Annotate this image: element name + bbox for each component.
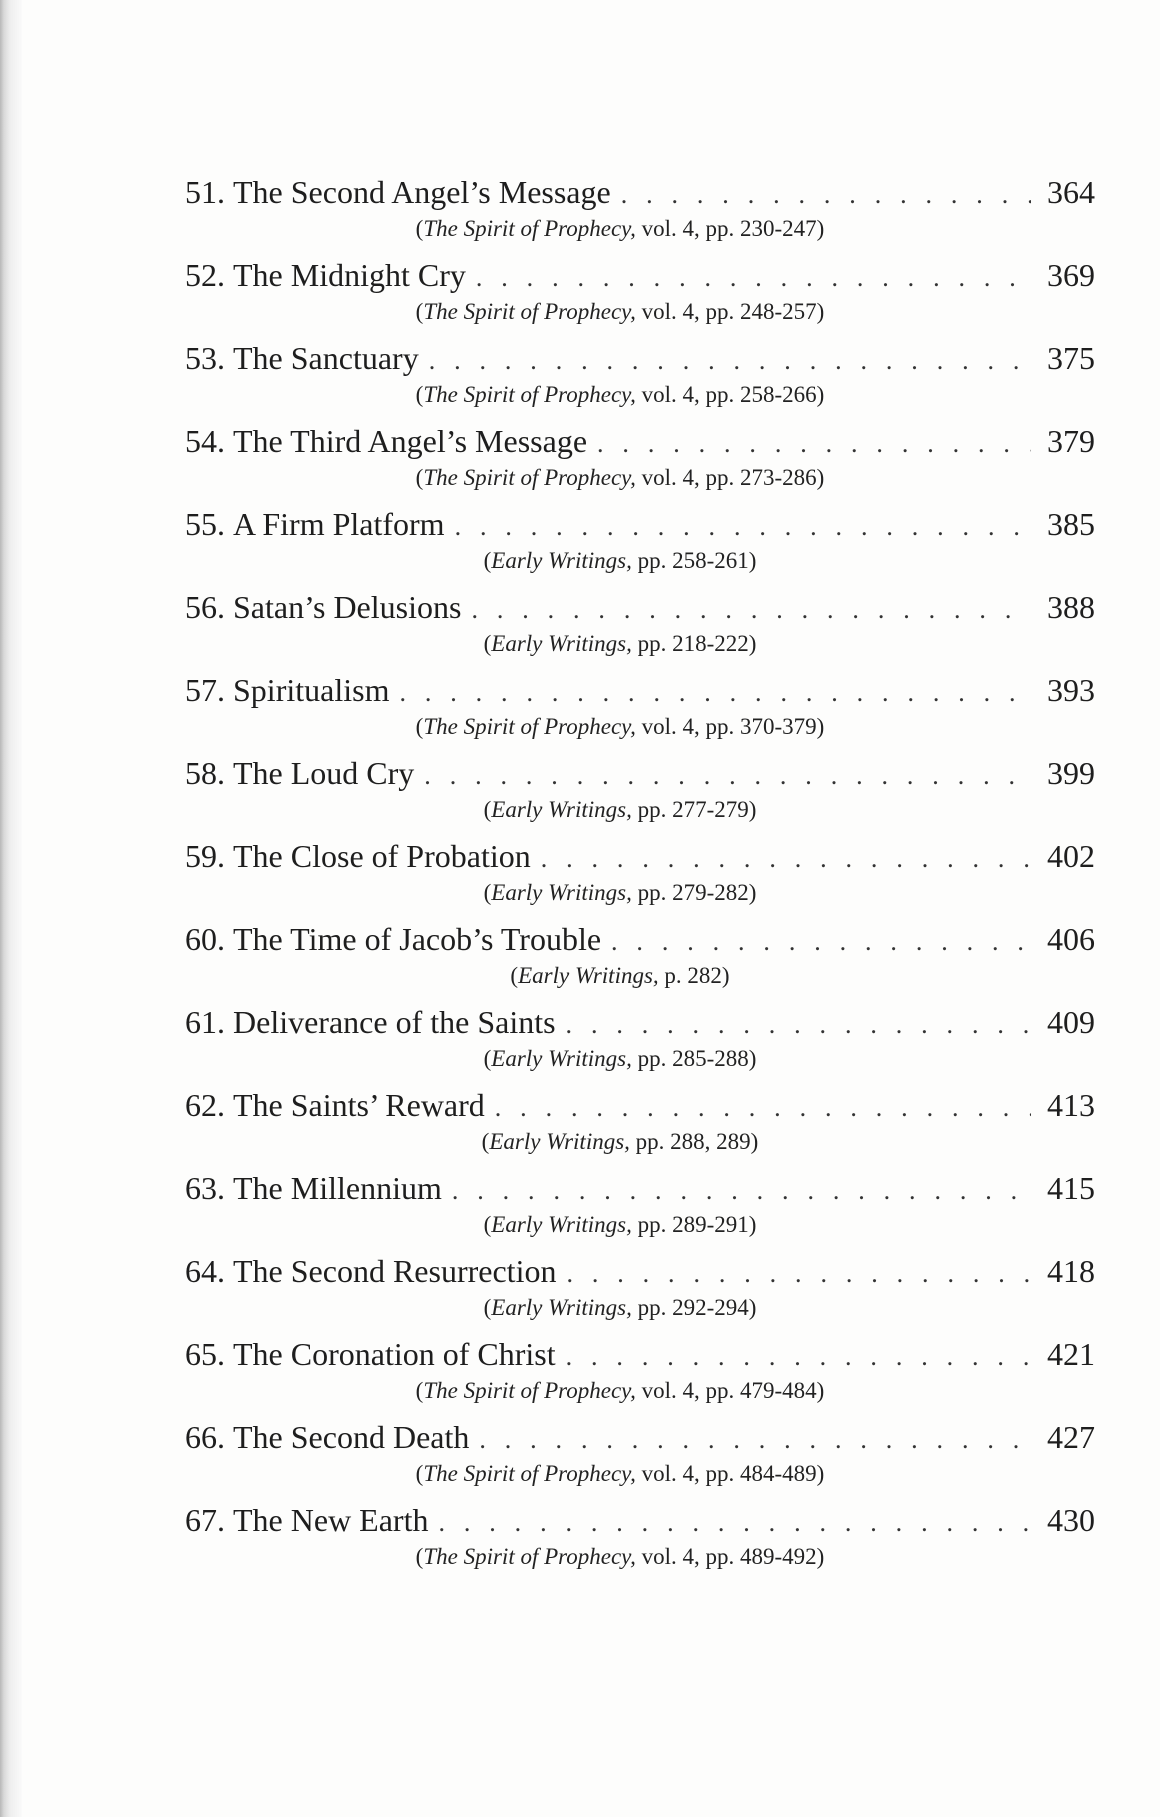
chapter-number: 67.: [185, 1502, 225, 1538]
source-reference: vol. 4, pp. 273-286): [635, 465, 825, 490]
dot-leader: [471, 588, 1031, 632]
dot-leader: [566, 1335, 1031, 1379]
source-open-paren: (: [415, 714, 424, 739]
source-work-title: The Spirit of Prophecy,: [423, 216, 636, 241]
chapter-title: The Time of Jacob’s Trouble: [233, 921, 602, 957]
toc-entry: [185, 1083, 1095, 1166]
chapter-number: 52.: [185, 257, 225, 293]
page-number: 413: [1047, 1087, 1095, 1123]
toc-entry-line[interactable]: [185, 336, 1095, 380]
source-reference: pp. 277-279): [631, 797, 757, 822]
toc-entry-line[interactable]: [185, 502, 1095, 546]
dot-leader: [429, 339, 1031, 383]
dot-leader: [455, 505, 1031, 549]
page-number: 369: [1047, 257, 1095, 293]
source-open-paren: (: [415, 382, 424, 407]
source-work-title: The Spirit of Prophecy,: [423, 1378, 636, 1403]
source-open-paren: (: [483, 1046, 492, 1071]
source-open-paren: (: [483, 880, 492, 905]
source-open-paren: (: [483, 631, 492, 656]
chapter-source: [185, 1542, 1095, 1572]
toc-entry: [185, 1415, 1095, 1498]
dot-leader: [452, 1169, 1031, 1213]
page-number: 379: [1047, 423, 1095, 459]
toc-entry-line[interactable]: [185, 170, 1095, 214]
chapter-title: The Second Angel’s Message: [233, 174, 611, 210]
chapter-source: [185, 463, 1095, 493]
toc-entry: [185, 1249, 1095, 1332]
source-work-title: Early Writings,: [491, 797, 632, 822]
page-number: 427: [1047, 1419, 1095, 1455]
chapter-source: [185, 795, 1095, 825]
chapter-source: [185, 1044, 1095, 1074]
toc-entry-line[interactable]: [185, 1415, 1095, 1459]
source-open-paren: (: [415, 1544, 424, 1569]
dot-leader: [611, 920, 1031, 964]
source-work-title: Early Writings,: [489, 1129, 630, 1154]
toc-entry: [185, 668, 1095, 751]
toc-entry: [185, 751, 1095, 834]
chapter-number: 58.: [185, 755, 225, 791]
toc-entry: [185, 170, 1095, 253]
dot-leader: [541, 837, 1031, 881]
page-number: 409: [1047, 1004, 1095, 1040]
chapter-number: 53.: [185, 340, 225, 376]
toc-entry: [185, 419, 1095, 502]
source-open-paren: (: [415, 299, 424, 324]
toc-entry: [185, 253, 1095, 336]
chapter-number: 62.: [185, 1087, 225, 1123]
source-open-paren: (: [415, 1378, 424, 1403]
chapter-title: The Second Resurrection: [233, 1253, 557, 1289]
source-work-title: Early Writings,: [491, 1295, 632, 1320]
page-number: 364: [1047, 174, 1095, 210]
chapter-title: The Saints’ Reward: [233, 1087, 485, 1123]
source-work-title: The Spirit of Prophecy,: [423, 1461, 636, 1486]
chapter-title: The Loud Cry: [233, 755, 415, 791]
chapter-number: 55.: [185, 506, 225, 542]
source-work-title: Early Writings,: [491, 1046, 632, 1071]
chapter-source: [185, 546, 1095, 576]
chapter-source: [185, 1376, 1095, 1406]
chapter-source: [185, 297, 1095, 327]
chapter-title: The Millennium: [233, 1170, 442, 1206]
source-reference: pp. 292-294): [631, 1295, 757, 1320]
source-open-paren: (: [483, 1295, 492, 1320]
toc-entry-line[interactable]: [185, 1000, 1095, 1044]
source-work-title: The Spirit of Prophecy,: [423, 382, 636, 407]
chapter-title: The Close of Probation: [233, 838, 531, 874]
source-work-title: The Spirit of Prophecy,: [423, 1544, 636, 1569]
table-of-contents: [185, 170, 1095, 1581]
toc-entry-line[interactable]: [185, 1166, 1095, 1210]
source-open-paren: (: [415, 465, 424, 490]
source-open-paren: (: [415, 216, 424, 241]
chapter-number: 56.: [185, 589, 225, 625]
toc-entry-line[interactable]: [185, 668, 1095, 712]
source-open-paren: (: [483, 797, 492, 822]
toc-entry: [185, 585, 1095, 668]
source-reference: vol. 4, pp. 370-379): [635, 714, 825, 739]
dot-leader: [438, 1501, 1031, 1545]
chapter-source: [185, 961, 1095, 991]
chapter-title: A Firm Platform: [233, 506, 445, 542]
page-number: 399: [1047, 755, 1095, 791]
chapter-number: 60.: [185, 921, 225, 957]
source-open-paren: (: [481, 1129, 490, 1154]
dot-leader: [566, 1252, 1031, 1296]
toc-entry: [185, 917, 1095, 1000]
source-reference: vol. 4, pp. 248-257): [635, 299, 825, 324]
chapter-number: 51.: [185, 174, 225, 210]
chapter-source: [185, 1459, 1095, 1489]
page-number: 430: [1047, 1502, 1095, 1538]
chapter-number: 54.: [185, 423, 225, 459]
toc-entry-line[interactable]: [185, 585, 1095, 629]
dot-leader: [597, 422, 1031, 466]
source-reference: pp. 279-282): [631, 880, 757, 905]
page-number: 421: [1047, 1336, 1095, 1372]
chapter-title: Satan’s Delusions: [233, 589, 462, 625]
source-reference: vol. 4, pp. 489-492): [635, 1544, 825, 1569]
source-work-title: Early Writings,: [491, 548, 632, 573]
toc-entry-line[interactable]: [185, 1498, 1095, 1542]
chapter-title: The Second Death: [233, 1419, 470, 1455]
toc-entry-line[interactable]: [185, 917, 1095, 961]
page-binding-edge: [0, 0, 22, 1817]
toc-entry-line[interactable]: [185, 834, 1095, 878]
chapter-number: 61.: [185, 1004, 225, 1040]
chapter-source: [185, 1210, 1095, 1240]
toc-entry-line[interactable]: [185, 1083, 1095, 1127]
page-number: 375: [1047, 340, 1095, 376]
toc-entry-line[interactable]: [185, 1249, 1095, 1293]
chapter-number: 65.: [185, 1336, 225, 1372]
source-work-title: The Spirit of Prophecy,: [423, 714, 636, 739]
chapter-source: [185, 380, 1095, 410]
chapter-number: 66.: [185, 1419, 225, 1455]
source-work-title: The Spirit of Prophecy,: [423, 299, 636, 324]
chapter-title: The Midnight Cry: [233, 257, 466, 293]
toc-entry-line[interactable]: [185, 1332, 1095, 1376]
source-reference: pp. 289-291): [631, 1212, 757, 1237]
source-reference: vol. 4, pp. 258-266): [635, 382, 825, 407]
source-reference: vol. 4, pp. 230-247): [635, 216, 825, 241]
source-open-paren: (: [483, 1212, 492, 1237]
page-number: 402: [1047, 838, 1095, 874]
chapter-title: The Sanctuary: [233, 340, 419, 376]
source-work-title: Early Writings,: [491, 1212, 632, 1237]
toc-entry: [185, 1498, 1095, 1581]
dot-leader: [424, 754, 1031, 798]
source-open-paren: (: [510, 963, 519, 988]
chapter-number: 64.: [185, 1253, 225, 1289]
toc-entry: [185, 1166, 1095, 1249]
toc-entry-line[interactable]: [185, 419, 1095, 463]
toc-entry: [185, 1000, 1095, 1083]
source-reference: pp. 288, 289): [629, 1129, 759, 1154]
source-reference: pp. 218-222): [631, 631, 757, 656]
chapter-source: [185, 1127, 1095, 1157]
source-reference: vol. 4, pp. 479-484): [635, 1378, 825, 1403]
source-reference: pp. 258-261): [631, 548, 757, 573]
source-work-title: Early Writings,: [491, 880, 632, 905]
chapter-source: [185, 1293, 1095, 1323]
source-open-paren: (: [415, 1461, 424, 1486]
toc-entry-line[interactable]: [185, 253, 1095, 297]
toc-entry-line[interactable]: [185, 751, 1095, 795]
chapter-title: The New Earth: [233, 1502, 429, 1538]
dot-leader: [399, 671, 1031, 715]
source-reference: pp. 285-288): [631, 1046, 757, 1071]
chapter-title: Spiritualism: [233, 672, 390, 708]
source-work-title: The Spirit of Prophecy,: [423, 465, 636, 490]
chapter-source: [185, 712, 1095, 742]
toc-entry: [185, 1332, 1095, 1415]
source-open-paren: (: [483, 548, 492, 573]
toc-entry: [185, 336, 1095, 419]
page-number: 406: [1047, 921, 1095, 957]
source-work-title: Early Writings,: [491, 631, 632, 656]
chapter-source: [185, 629, 1095, 659]
source-work-title: Early Writings,: [518, 963, 659, 988]
page-number: 385: [1047, 506, 1095, 542]
dot-leader: [566, 1003, 1031, 1047]
chapter-title: The Third Angel’s Message: [233, 423, 588, 459]
page-number: 388: [1047, 589, 1095, 625]
page-number: 393: [1047, 672, 1095, 708]
dot-leader: [476, 256, 1031, 300]
chapter-number: 63.: [185, 1170, 225, 1206]
toc-entry: [185, 502, 1095, 585]
dot-leader: [495, 1086, 1031, 1130]
chapter-number: 59.: [185, 838, 225, 874]
chapter-title: Deliverance of the Saints: [233, 1004, 556, 1040]
source-reference: p. 282): [658, 963, 730, 988]
toc-entry: [185, 834, 1095, 917]
chapter-number: 57.: [185, 672, 225, 708]
chapter-source: [185, 214, 1095, 244]
dot-leader: [479, 1418, 1031, 1462]
page-number: 418: [1047, 1253, 1095, 1289]
page-number: 415: [1047, 1170, 1095, 1206]
source-reference: vol. 4, pp. 484-489): [635, 1461, 825, 1486]
dot-leader: [621, 173, 1031, 217]
chapter-title: The Coronation of Christ: [233, 1336, 556, 1372]
chapter-source: [185, 878, 1095, 908]
